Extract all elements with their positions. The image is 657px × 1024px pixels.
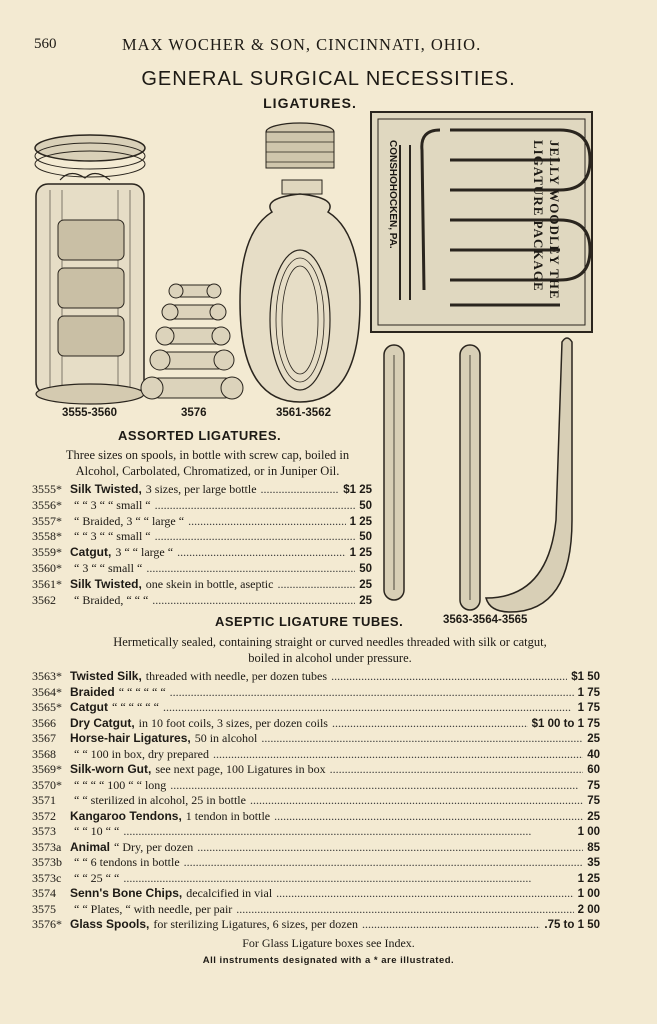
item-code: 3556* bbox=[32, 497, 62, 512]
item-code: 3573 bbox=[32, 824, 56, 838]
item-price: $1 50 bbox=[571, 671, 600, 683]
section-subtitle: LIGATURES. bbox=[263, 95, 357, 111]
page-number: 560 bbox=[34, 36, 57, 52]
item-description: decalcified in vial bbox=[186, 886, 273, 900]
item-name: Animal bbox=[70, 839, 111, 854]
leader-dots bbox=[276, 886, 573, 901]
price-row bbox=[32, 669, 600, 685]
running-header: MAX WOCHER & SON, CINCINNATI, OHIO. bbox=[122, 35, 482, 54]
price-row bbox=[32, 498, 372, 514]
item-code: 3568 bbox=[32, 746, 56, 761]
item-description: “ “ “ “ “ “ bbox=[112, 700, 159, 714]
ligature-jar-illustration bbox=[35, 135, 145, 404]
item-code: 3569* bbox=[32, 762, 62, 776]
item-description: 1 tendon in bottle bbox=[185, 808, 271, 823]
jar-caption: 3555-3560 bbox=[62, 407, 117, 419]
price-row bbox=[32, 902, 600, 918]
price-row bbox=[32, 593, 372, 609]
spools-caption: 3576 bbox=[181, 407, 207, 419]
price-row bbox=[32, 824, 600, 840]
item-price: 75 bbox=[587, 779, 600, 792]
item-name: Kangaroo Tendons, bbox=[70, 808, 182, 823]
assorted-description-2: Alcohol, Carbolated, Chromatized, or in Juniper Oil. bbox=[75, 464, 340, 478]
item-price: 40 bbox=[587, 748, 600, 761]
item-price: 1 25 bbox=[349, 547, 372, 560]
item-price: 1 25 bbox=[577, 872, 600, 885]
leader-dots bbox=[155, 529, 356, 544]
leader-dots bbox=[362, 917, 540, 932]
item-code: 3557* bbox=[32, 513, 62, 528]
leader-dots bbox=[146, 561, 355, 576]
price-row bbox=[32, 529, 372, 545]
item-price: 1 75 bbox=[577, 702, 600, 714]
leader-dots bbox=[123, 871, 573, 886]
item-name: Silk Twisted, bbox=[70, 482, 142, 496]
item-description: 3 “ “ large “ bbox=[115, 545, 174, 560]
item-code: 3564* bbox=[32, 684, 62, 699]
item-description: “ “ 25 “ “ bbox=[74, 870, 120, 885]
item-description: 50 in alcohol bbox=[194, 731, 258, 745]
item-code: 3565* bbox=[32, 700, 62, 714]
item-price: 50 bbox=[359, 531, 372, 544]
price-row bbox=[32, 840, 600, 856]
item-description: “ “ 100 in box, dry prepared bbox=[74, 746, 209, 761]
item-price: 85 bbox=[587, 841, 600, 854]
price-row bbox=[32, 514, 372, 530]
item-price: 35 bbox=[587, 857, 600, 869]
leader-dots bbox=[152, 593, 355, 608]
item-price: $1 00 to 1 75 bbox=[531, 717, 600, 730]
price-row bbox=[32, 917, 600, 933]
item-name: Braided bbox=[70, 684, 115, 699]
item-code: 3560* bbox=[32, 561, 62, 575]
leader-dots bbox=[250, 793, 583, 808]
aseptic-description-2: boiled in alcohol under pressure. bbox=[248, 651, 412, 665]
price-row bbox=[32, 482, 372, 498]
item-price: 1 25 bbox=[349, 515, 372, 528]
price-row bbox=[32, 545, 372, 561]
item-price: 60 bbox=[587, 764, 600, 776]
price-row bbox=[32, 700, 600, 716]
item-code: 3571 bbox=[32, 793, 56, 807]
price-row bbox=[32, 685, 600, 701]
item-name: Silk-worn Gut, bbox=[70, 762, 152, 776]
item-name: Glass Spools, bbox=[70, 917, 150, 931]
item-description: “ “ 3 “ “ small “ bbox=[74, 529, 151, 544]
leader-dots bbox=[177, 545, 346, 560]
package-main-label: JELLY WOODLEY THE LIGATURE PACKAGE bbox=[531, 140, 562, 300]
item-code: 3558* bbox=[32, 529, 62, 544]
leader-dots bbox=[123, 824, 573, 839]
leader-dots bbox=[197, 840, 583, 855]
leader-dots bbox=[163, 700, 574, 715]
price-row bbox=[32, 855, 600, 871]
item-description: threaded with needle, per dozen tubes bbox=[145, 669, 328, 683]
price-row bbox=[32, 809, 600, 825]
page-title: GENERAL SURGICAL NECESSITIES. bbox=[141, 68, 516, 90]
item-code: 3572 bbox=[32, 808, 56, 823]
leader-dots bbox=[332, 716, 528, 731]
item-price: 25 bbox=[359, 594, 372, 607]
item-code: 3566 bbox=[32, 715, 56, 730]
price-row bbox=[32, 886, 600, 902]
price-row bbox=[32, 871, 600, 887]
tubes-caption: 3563-3564-3565 bbox=[443, 614, 528, 626]
bottle-caption: 3561-3562 bbox=[276, 407, 331, 419]
item-name: Horse-hair Ligatures, bbox=[70, 731, 191, 745]
item-description: for sterilizing Ligatures, 6 sizes, per dozen bbox=[153, 917, 358, 931]
item-description: “ “ “ “ 100 “ “ long bbox=[74, 777, 167, 792]
leader-dots bbox=[261, 731, 583, 746]
leader-dots bbox=[261, 482, 340, 497]
item-description: 3 sizes, per large bottle bbox=[145, 482, 257, 496]
item-description: “ “ 3 “ “ small “ bbox=[74, 497, 151, 512]
leader-dots bbox=[277, 577, 355, 592]
leader-dots bbox=[331, 669, 567, 684]
price-row bbox=[32, 561, 372, 577]
item-description: in 10 foot coils, 3 sizes, per dozen coils bbox=[138, 715, 328, 730]
leader-dots bbox=[274, 809, 583, 824]
item-description: “ Braided, “ “ “ bbox=[74, 592, 149, 607]
assorted-description-1: Three sizes on spools, in bottle with screw cap, boiled in bbox=[65, 448, 350, 462]
item-description: “ “ sterilized in alcohol, 25 in bottle bbox=[74, 793, 246, 807]
item-name: Silk Twisted, bbox=[70, 576, 142, 591]
illustration-note: All instruments designated with a * are illustrated. bbox=[202, 955, 455, 966]
ligature-tubes-illustration bbox=[384, 338, 572, 612]
item-name: Catgut bbox=[70, 700, 108, 714]
leader-dots bbox=[213, 747, 583, 762]
item-price: 1 00 bbox=[577, 826, 600, 838]
item-price: 25 bbox=[587, 733, 600, 745]
item-code: 3573b bbox=[32, 855, 62, 869]
item-name: Senn's Bone Chips, bbox=[70, 886, 183, 900]
item-description: “ “ Plates, “ with needle, per pair bbox=[74, 901, 233, 916]
leader-dots bbox=[236, 902, 573, 917]
assorted-heading: ASSORTED LIGATURES. bbox=[118, 428, 282, 443]
item-code: 3562 bbox=[32, 592, 56, 607]
item-code: 3563* bbox=[32, 669, 62, 683]
item-code: 3555* bbox=[32, 482, 62, 496]
leader-dots bbox=[184, 855, 584, 870]
leader-dots bbox=[155, 498, 356, 513]
price-row bbox=[32, 747, 600, 763]
item-price: 25 bbox=[359, 578, 372, 591]
item-description: “ “ “ “ “ “ bbox=[118, 684, 166, 699]
item-name: Catgut, bbox=[70, 545, 112, 560]
item-code: 3561* bbox=[32, 576, 62, 591]
item-price: $1 25 bbox=[343, 484, 372, 496]
item-description: “ “ 10 “ “ bbox=[74, 824, 120, 838]
item-description: “ 3 “ “ small “ bbox=[74, 561, 143, 575]
price-row bbox=[32, 716, 600, 732]
price-row bbox=[32, 731, 600, 747]
leader-dots bbox=[170, 778, 583, 793]
item-price: 1 00 bbox=[577, 888, 600, 900]
aseptic-description-1: Hermetically sealed, containing straight or curved needles threaded with silk or catgut, bbox=[113, 635, 547, 649]
price-row bbox=[32, 577, 372, 593]
item-description: “ “ 6 tendons in bottle bbox=[74, 855, 180, 869]
price-row bbox=[32, 778, 600, 794]
item-description: “ Dry, per dozen bbox=[114, 839, 194, 854]
price-row bbox=[32, 762, 600, 778]
item-description: see next page, 100 Ligatures in box bbox=[155, 762, 326, 776]
item-price: 25 bbox=[587, 810, 600, 823]
item-description: “ Braided, 3 “ “ large “ bbox=[74, 513, 185, 528]
item-price: 2 00 bbox=[577, 903, 600, 916]
item-code: 3573a bbox=[32, 839, 62, 854]
item-code: 3573c bbox=[32, 870, 62, 885]
glass-spools-illustration bbox=[141, 284, 243, 399]
aseptic-heading: ASEPTIC LIGATURE TUBES. bbox=[215, 614, 404, 629]
item-price: 75 bbox=[587, 795, 600, 807]
price-row bbox=[32, 793, 600, 809]
leader-dots bbox=[170, 685, 574, 700]
item-price: 1 75 bbox=[577, 686, 600, 699]
item-code: 3567 bbox=[32, 731, 56, 745]
item-price: .75 to 1 50 bbox=[544, 919, 600, 931]
package-side-label: CONSHOHOCKEN, PA. bbox=[387, 140, 398, 249]
item-code: 3574 bbox=[32, 886, 56, 900]
item-description: one skein in bottle, aseptic bbox=[145, 576, 274, 591]
leader-dots bbox=[188, 514, 346, 529]
ligature-bottle-illustration bbox=[240, 123, 360, 402]
item-name: Dry Catgut, bbox=[70, 715, 135, 730]
item-name: Twisted Silk, bbox=[70, 669, 142, 683]
item-price: 50 bbox=[359, 499, 372, 512]
item-code: 3575 bbox=[32, 901, 56, 916]
item-code: 3576* bbox=[32, 917, 62, 931]
item-code: 3559* bbox=[32, 545, 62, 560]
footnote: For Glass Ligature boxes see Index. bbox=[242, 936, 415, 950]
item-code: 3570* bbox=[32, 777, 62, 792]
item-price: 50 bbox=[359, 563, 372, 575]
leader-dots bbox=[330, 762, 584, 777]
